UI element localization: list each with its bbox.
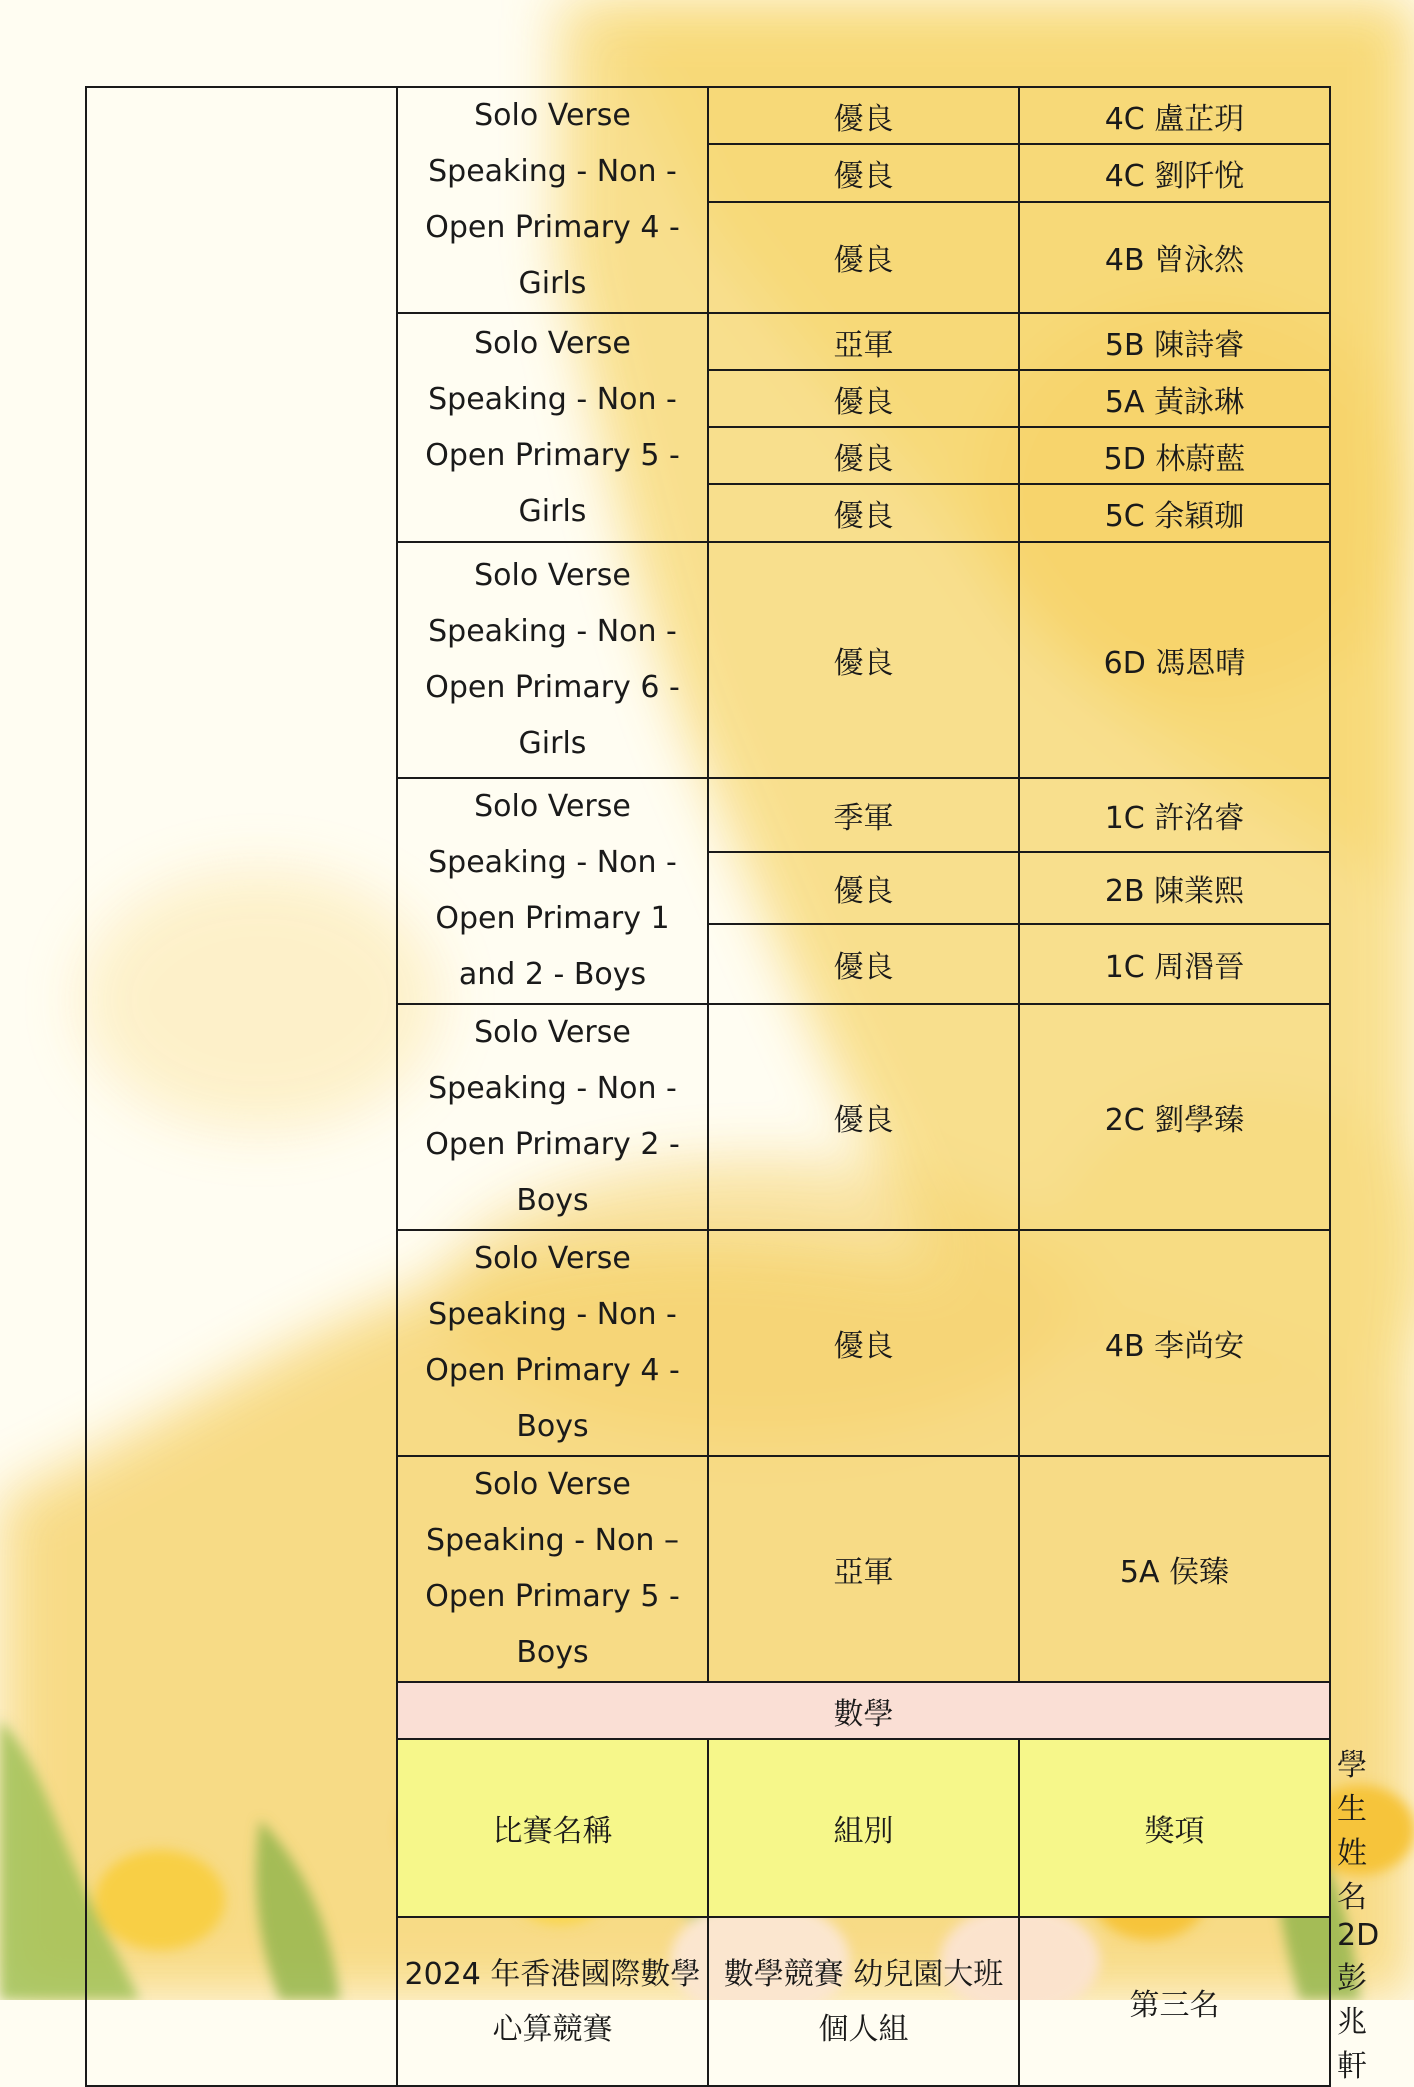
student-cell: 4B 李尚安 xyxy=(1019,1230,1330,1456)
award-cell: 優良 xyxy=(708,542,1019,778)
group-cell: Solo Verse Speaking - Non - Open Primary 2 - Boys xyxy=(397,1004,708,1230)
award-cell: 優良 xyxy=(708,1230,1019,1456)
header-group: 組別 xyxy=(708,1739,1019,1917)
group-cell: Solo Verse Speaking - Non - Open Primary 4 - Girls xyxy=(397,87,708,313)
award-cell: 優良 xyxy=(708,370,1019,427)
award-cell: 優良 xyxy=(708,852,1019,925)
award-cell: 優良 xyxy=(708,924,1019,1004)
student-cell: 4C 盧芷玥 xyxy=(1019,87,1330,144)
group-cell: Solo Verse Speaking - Non - Open Primary 6 - Girls xyxy=(397,542,708,778)
student-cell: 2C 劉學臻 xyxy=(1019,1004,1330,1230)
award-cell: 亞軍 xyxy=(708,313,1019,370)
group-cell: Solo Verse Speaking - Non – Open Primary 5 - Boys xyxy=(397,1456,708,1682)
award-cell: 季軍 xyxy=(708,778,1019,852)
student-cell: 2B 陳業熙 xyxy=(1019,852,1330,925)
student-cell: 5C 余穎珈 xyxy=(1019,484,1330,542)
student-cell: 4C 劉阡悅 xyxy=(1019,144,1330,201)
group-cell: Solo Verse Speaking - Non - Open Primary 4 - Boys xyxy=(397,1230,708,1456)
subject-heading-math: 數學 xyxy=(397,1682,1330,1739)
student-cell: 5A 侯臻 xyxy=(1019,1456,1330,1682)
student-cell: 1C 周湣晉 xyxy=(1019,924,1330,1004)
student-cell: 6D 馮恩晴 xyxy=(1019,542,1330,778)
student-cell: 1C 許洺睿 xyxy=(1019,778,1330,852)
award-cell: 優良 xyxy=(708,427,1019,484)
group-cell: Solo Verse Speaking - Non - Open Primary 1 and 2 - Boys xyxy=(397,778,708,1004)
student-cell: 5B 陳詩睿 xyxy=(1019,313,1330,370)
student-cell: 5D 林蔚藍 xyxy=(1019,427,1330,484)
award-cell: 優良 xyxy=(708,202,1019,314)
header-award: 獎項 xyxy=(1019,1739,1330,1917)
competition-name-cell: 2024 年香港國際數學心算競賽 xyxy=(397,1917,708,2086)
award-cell: 優良 xyxy=(708,484,1019,542)
award-cell: 優良 xyxy=(708,144,1019,201)
award-cell: 優良 xyxy=(708,87,1019,144)
award-cell: 優良 xyxy=(708,1004,1019,1230)
group-cell: Solo Verse Speaking - Non - Open Primary 5 - Girls xyxy=(397,313,708,542)
header-competition-name: 比賽名稱 xyxy=(397,1739,708,1917)
award-cell: 第三名 xyxy=(1019,1917,1330,2086)
group-cell: 數學競賽 幼兒園大班個人組 xyxy=(708,1917,1019,2086)
awards-table: Solo Verse Speaking - Non - Open Primary 4 - Girls 優良 4C 盧芷玥 優良 4C 劉阡悅 優良 4B 曾泳然 Solo Verse Speaking - Non - Open Primary 5 - Girls 亞軍 5B 陳詩睿 優良 5A 黃詠琳 優良 5D 林蔚藍 優良 5C 余穎珈 Solo Verse Speaking - Non - Open Primary 6 - Girls 優良 6D 馮恩晴 Solo Verse Speaking - Non - Open Primary 1 and 2 - Boys 季軍 1C 許洺睿 優良 2B 陳業熙 優良 1C 周湣晉 Solo Verse Speaking - Non - Open Primary 2 - Boys 優良 2C 劉學臻 Solo Verse Speaking - Non - Open Primary 4 - Boys 優良 4B 李尚安 Solo Verse Speaking - Non – Open Primary 5 - Boys 亞軍 5A 侯臻 數學 比賽名稱 組別 獎項 2024 年香港國際數學心算競賽 數學競賽 幼兒園大班個人組 第三名 兆軒 xyxy=(85,86,1331,2087)
award-cell: 亞軍 xyxy=(708,1456,1019,1682)
student-cell: 5A 黃詠琳 xyxy=(1019,370,1330,427)
competition-name-cell-empty xyxy=(86,87,397,2086)
student-cell: 4B 曾泳然 xyxy=(1019,202,1330,314)
